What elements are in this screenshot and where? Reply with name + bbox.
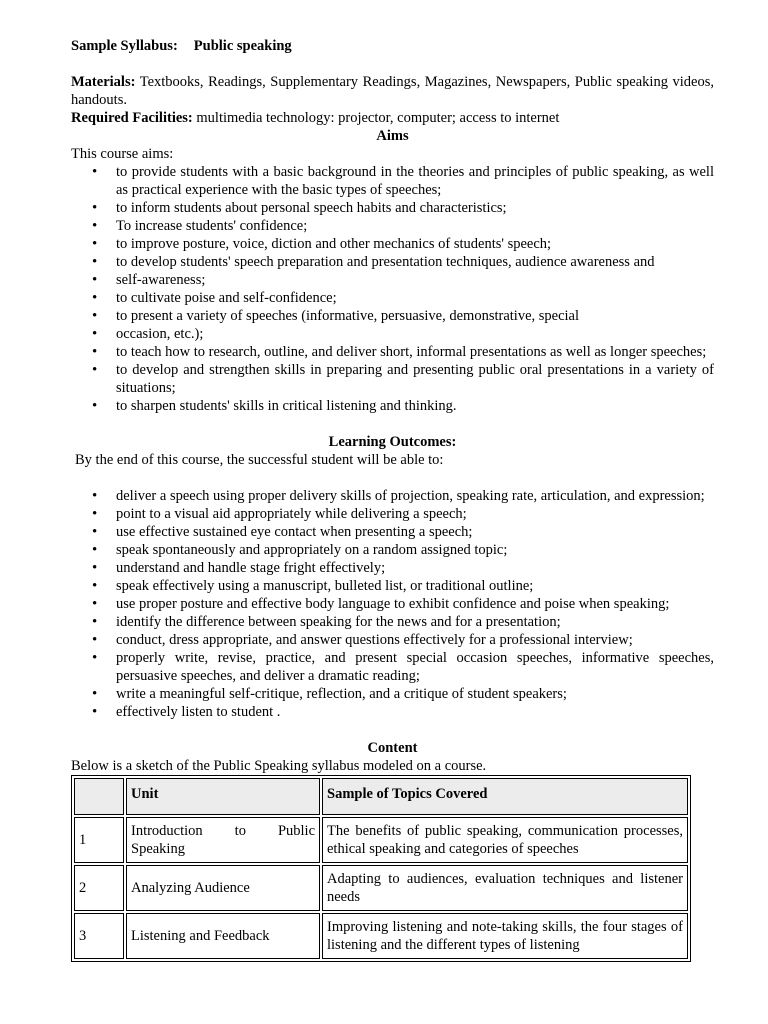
row-unit: Listening and Feedback (126, 913, 320, 959)
list-item: • speak spontaneously and appropriately on a random assigned topic; (71, 541, 714, 559)
title-label: Sample Syllabus: (71, 38, 178, 54)
list-item: • occasion, etc.); (71, 325, 714, 343)
table-row (74, 817, 688, 863)
list-item: • self-awareness; (71, 271, 714, 289)
row-topics: Adapting to audiences, evaluation techniques and listener needs (322, 865, 688, 911)
list-item: • understand and handle stage fright effectively; (71, 559, 714, 577)
content-heading: Content (367, 740, 418, 756)
header-cell-topics: Sample of Topics Covered (322, 778, 688, 815)
list-item: • use effective sustained eye contact when presenting a speech; (71, 523, 714, 541)
materials-label: Materials: (71, 74, 136, 90)
aims-heading: Aims (376, 128, 409, 144)
list-item: • conduct, dress appropriate, and answer questions effectively for a professional interview; (71, 631, 714, 649)
list-item: • speak effectively using a manuscript, bulleted list, or traditional outline; (71, 577, 714, 595)
page-title (71, 37, 714, 55)
list-item: • to inform students about personal speech habits and characteristics; (71, 199, 714, 217)
table-row (74, 865, 688, 911)
facilities-label: Required Facilities: (71, 110, 193, 126)
aims-intro: This course aims: (71, 146, 174, 162)
table-header-row (74, 778, 688, 815)
list-item: • to present a variety of speeches (informative, persuasive, demonstrative, special (71, 307, 714, 325)
list-item: • use proper posture and effective body language to exhibit confidence and poise when speaking; (71, 595, 714, 613)
row-unit: Introduction to Public Speaking (126, 817, 320, 863)
materials-text: Textbooks, Readings, Supplementary Readings, Magazines, Newspapers, Public speaking videos, handouts. (71, 74, 715, 108)
syllabus-document (71, 37, 714, 962)
list-item: • to teach how to research, outline, and deliver short, informal presentations as well as longer speeches; (71, 343, 714, 361)
header-cell-number (74, 778, 124, 815)
facilities-text: multimedia technology: projector, computer; access to internet (196, 110, 560, 126)
list-item: • deliver a speech using proper delivery skills of projection, speaking rate, articulation, and expression; (71, 487, 714, 505)
list-item: • identify the difference between speaking for the news and for a presentation; (71, 613, 714, 631)
outcomes-heading: Learning Outcomes: (328, 434, 457, 450)
outcomes-intro: By the end of this course, the successful student will be able to: (75, 452, 444, 468)
list-item: • write a meaningful self-critique, reflection, and a critique of student speakers; (71, 685, 714, 703)
materials-paragraph (71, 73, 714, 109)
table-row (74, 913, 688, 959)
row-topics: The benefits of public speaking, communication processes, ethical speaking and categories of speeches (322, 817, 688, 863)
content-intro: Below is a sketch of the Public Speaking syllabus modeled on a course. (71, 758, 487, 774)
list-item: • point to a visual aid appropriately while delivering a speech; (71, 505, 714, 523)
list-item: • to improve posture, voice, diction and other mechanics of students' speech; (71, 235, 714, 253)
list-item: • to sharpen students' skills in critical listening and thinking. (71, 397, 714, 415)
list-item: • to develop and strengthen skills in preparing and presenting public oral presentations in a variety of situations; (71, 361, 714, 397)
topics-table (71, 775, 691, 962)
row-unit: Analyzing Audience (126, 865, 320, 911)
title-subject: Public speaking (193, 38, 292, 54)
row-number: 2 (74, 865, 124, 911)
list-item: • to provide students with a basic background in the theories and principles of public speaking, as well as practical experience with the basic types of speeches; (71, 163, 714, 199)
list-item: • to develop students' speech preparation and presentation techniques, audience awareness and (71, 253, 714, 271)
list-item: • To increase students' confidence; (71, 217, 714, 235)
aims-list (71, 163, 714, 415)
facilities-paragraph (71, 109, 714, 127)
row-number: 1 (74, 817, 124, 863)
list-item: • effectively listen to student . (71, 703, 714, 721)
list-item: • to cultivate poise and self-confidence; (71, 289, 714, 307)
row-number: 3 (74, 913, 124, 959)
list-item: • properly write, revise, practice, and present special occasion speeches, informative speeches, persuasive speeches, and deliver a dramatic reading; (71, 649, 714, 685)
header-cell-unit: Unit (126, 778, 320, 815)
outcomes-list (71, 487, 714, 721)
row-topics: Improving listening and note-taking skills, the four stages of listening and the different types of listening (322, 913, 688, 959)
